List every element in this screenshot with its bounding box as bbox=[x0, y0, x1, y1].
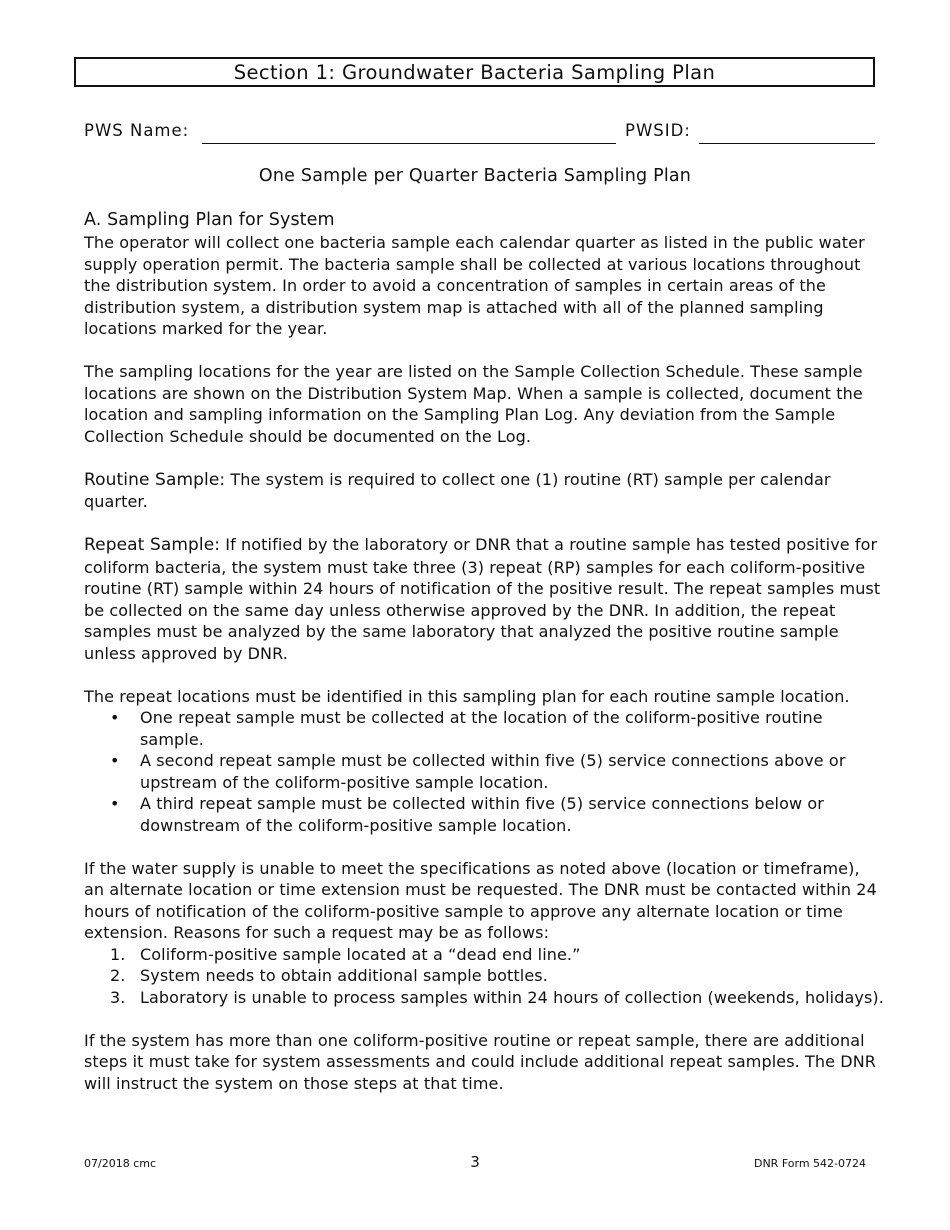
list-number: 3. bbox=[110, 987, 126, 1007]
plan-title: One Sample per Quarter Bacteria Sampling Plan bbox=[258, 166, 692, 186]
section-a-content bbox=[84, 209, 884, 1116]
section-header-box bbox=[74, 57, 875, 87]
section-a-heading: A. Sampling Plan for System bbox=[84, 210, 335, 230]
reason-text: System needs to obtain additional sample bottles. bbox=[140, 966, 548, 985]
bullet-text: One repeat sample must be collected at the location of the coliform-positive routine sample. bbox=[140, 708, 823, 749]
pws-name-field[interactable] bbox=[202, 143, 616, 144]
bullet-icon: • bbox=[110, 751, 120, 770]
list-item bbox=[110, 707, 884, 750]
pwsid-field[interactable] bbox=[699, 143, 875, 144]
routine-sample-text: The system is required to collect one (1) routine (RT) sample per calendar quarter. bbox=[84, 469, 831, 511]
list-item bbox=[110, 793, 884, 836]
pwsid-label: PWSID: bbox=[625, 121, 691, 140]
bullet-text: A third repeat sample must be collected within five (5) service connections below or downstream of the coliform-positive sample location. bbox=[140, 794, 824, 835]
bullet-icon: • bbox=[110, 708, 120, 727]
list-number: 2. bbox=[110, 966, 126, 985]
footer-revision-date: 07/2018 cmc bbox=[84, 1157, 157, 1170]
repeat-sample-text: If notified by the laboratory or DNR that a routine sample has tested positive for coliform bacteria, the system must take three (3) repeat (RP) samples for each coliform-positive routine (RT) sample within 24 hours of notification of the positive result. The repeat samples must be collected on the same day unless otherwise approved by the DNR. In addition, the repeat samples must be analyzed by the same laboratory that analyzed the positive routine sample unless approved by DNR. bbox=[84, 535, 881, 663]
list-item bbox=[110, 944, 884, 966]
closing-paragraph: If the system has more than one coliform-positive routine or repeat sample, there are additional steps it must take for system assessments and could include additional repeat samples. The DNR will instruct the system on those steps at that time. bbox=[84, 1030, 877, 1093]
footer-page-number: 3 bbox=[470, 1153, 480, 1171]
bullet-icon: • bbox=[110, 794, 120, 813]
repeat-location-bullets bbox=[84, 707, 884, 836]
bullet-text: A second repeat sample must be collected within five (5) service connections above or upstream of the coliform-positive sample location. bbox=[140, 751, 846, 792]
request-reasons-list bbox=[84, 944, 884, 1009]
section-title: Section 1: Groundwater Bacteria Sampling Plan bbox=[233, 60, 716, 84]
list-item bbox=[110, 987, 884, 1009]
list-item bbox=[110, 750, 884, 793]
repeat-locations-intro: The repeat locations must be identified in this sampling plan for each routine sample location. bbox=[84, 686, 850, 706]
plan-paragraph-2: The sampling locations for the year are listed on the Sample Collection Schedule. These sample locations are shown on the Distribution System Map. When a sample is collected, document the location and sampling information on the Sampling Plan Log. Any deviation from the Sample Collection Schedule should be documented on the Log. bbox=[84, 362, 863, 446]
identification-fields bbox=[84, 121, 876, 147]
alternate-location-paragraph: If the water supply is unable to meet the specifications as noted above (location or timeframe), an alternate location or time extension must be requested. The DNR must be contacted within 24 hours of notification of the coliform-positive sample to approve any alternate location or time extension. Reasons for such a request may be as follows: bbox=[84, 858, 877, 942]
reason-text: Laboratory is unable to process samples within 24 hours of collection (weekends, holidays). bbox=[140, 987, 884, 1007]
repeat-sample-label: Repeat Sample: bbox=[84, 535, 221, 555]
routine-sample-label: Routine Sample: bbox=[84, 469, 226, 490]
list-number: 1. bbox=[110, 944, 126, 964]
pws-name-label: PWS Name: bbox=[84, 121, 190, 140]
list-item bbox=[110, 965, 884, 987]
repeat-sample-paragraph bbox=[84, 534, 884, 664]
plan-paragraph-1: The operator will collect one bacteria sample each calendar quarter as listed in the public water supply operation permit. The bacteria sample shall be collected at various locations throughout the distribution system. In order to avoid a concentration of samples in certain areas of the distribution system, a distribution system map is attached with all of the planned sampling locations marked for the year. bbox=[84, 233, 865, 338]
reason-text: Coliform-positive sample located at a “dead end line.” bbox=[140, 944, 581, 964]
footer-form-number: DNR Form 542-0724 bbox=[753, 1157, 866, 1170]
routine-sample-paragraph bbox=[84, 469, 884, 513]
